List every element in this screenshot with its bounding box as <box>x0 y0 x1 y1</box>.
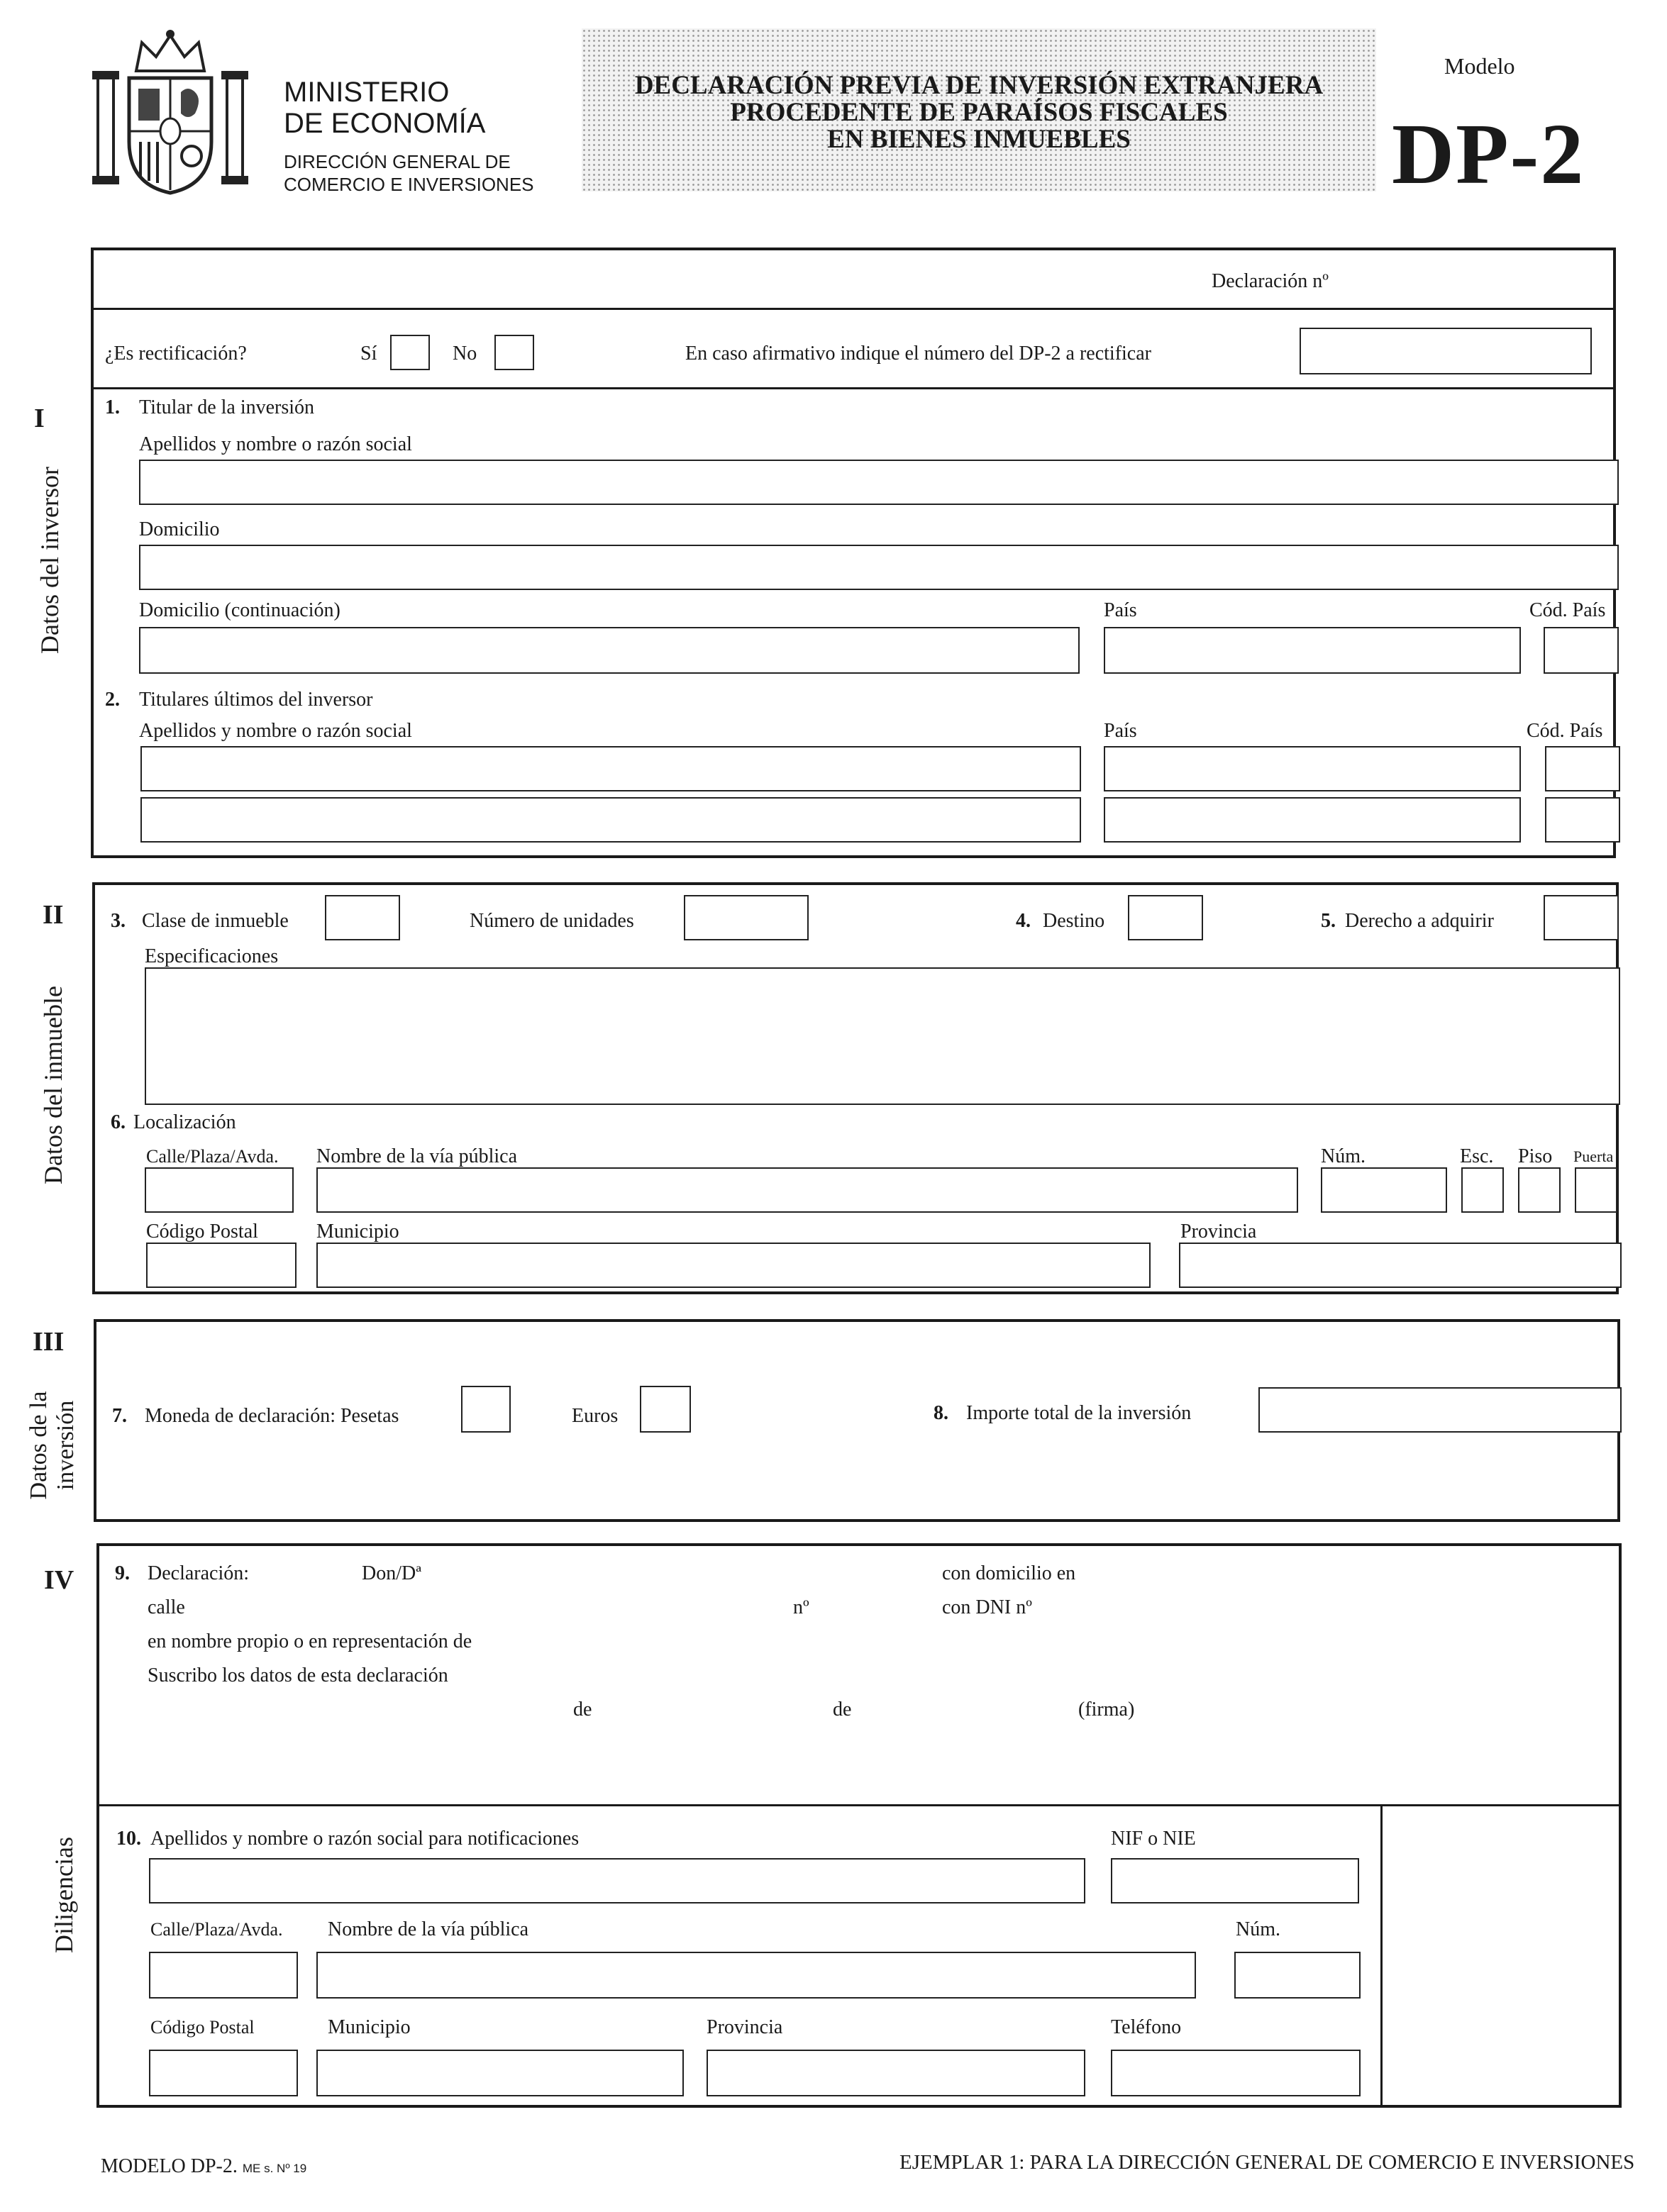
si-label: Sí <box>360 343 377 365</box>
num-label: Núm. <box>1321 1145 1366 1167</box>
field-1-title: Titular de la inversión <box>139 396 315 418</box>
suscribo-label: Suscribo los datos de esta declaración <box>148 1664 448 1686</box>
clase-inmueble-label: Clase de inmueble <box>142 910 289 932</box>
declaracion-no-label: Declaración nº <box>1212 270 1329 292</box>
ministry-line-1: MINISTERIO <box>284 77 450 108</box>
section-3-side-title <box>0 1376 123 1504</box>
domicilio-label: Domicilio <box>139 518 220 540</box>
section-1-roman: I <box>34 404 45 433</box>
no-label: No <box>453 343 477 365</box>
num-10-label: Núm. <box>1236 1918 1280 1940</box>
con-domicilio-label: con domicilio en <box>942 1562 1076 1584</box>
field-2-title: Titulares últimos del inversor <box>139 689 373 711</box>
section-1-side-title: Datos del inversor <box>35 467 64 654</box>
euros-label: Euros <box>572 1405 619 1427</box>
nif-input[interactable] <box>1111 1858 1359 1903</box>
declaracion-label: Declaración: <box>148 1562 250 1584</box>
num-input[interactable] <box>1321 1167 1447 1213</box>
apellidos-label: Apellidos y nombre o razón social <box>139 433 412 455</box>
field-9-number: 9. <box>115 1562 130 1584</box>
department-name <box>284 150 534 196</box>
cp-10-label: Código Postal <box>150 2017 255 2038</box>
de-2-label: de <box>833 1699 852 1721</box>
clase-inmueble-input[interactable] <box>325 895 400 940</box>
department-line-2: COMERCIO E INVERSIONES <box>284 174 534 195</box>
title-line-3: EN BIENES INMUEBLES <box>827 125 1131 154</box>
cod-pais-label: Cód. País <box>1529 599 1606 621</box>
municipio-label: Municipio <box>316 1221 399 1243</box>
divider-declaracion <box>91 308 1616 310</box>
footer-model: MODELO DP-2. <box>101 2155 238 2177</box>
section-4-side-title: Diligencias <box>50 1837 78 1953</box>
apellidos-notif-label: Apellidos y nombre o razón social para notificaciones <box>150 1828 580 1850</box>
coat-of-arms-logo <box>85 28 255 199</box>
provincia-10-label: Provincia <box>707 2016 783 2038</box>
caso-afirmativo-label: En caso afirmativo indique el número del DP-2 a rectificar <box>685 343 1151 365</box>
n-label: nº <box>793 1596 809 1618</box>
provincia-input[interactable] <box>1179 1243 1622 1288</box>
nif-label: NIF o NIE <box>1111 1828 1196 1850</box>
esc-input[interactable] <box>1461 1167 1504 1213</box>
de-1-label: de <box>573 1699 592 1721</box>
dni-label: con DNI nº <box>942 1596 1032 1618</box>
derecho-label: Derecho a adquirir <box>1345 910 1494 932</box>
divider-declaracion-diligencias <box>96 1804 1622 1806</box>
puerta-input[interactable] <box>1575 1167 1617 1213</box>
calle-10-label: Calle/Plaza/Avda. <box>150 1919 283 1940</box>
section-4-frame <box>96 1543 1622 2108</box>
titular-ultimo-1-input[interactable] <box>140 746 1081 791</box>
piso-label: Piso <box>1518 1145 1553 1167</box>
department-line-1: DIRECCIÓN GENERAL DE <box>284 151 511 172</box>
codigo-postal-input[interactable] <box>146 1243 297 1288</box>
divider-diligencias-right <box>1380 1804 1383 2108</box>
field-2-number: 2. <box>105 689 120 711</box>
calle-plaza-label: Calle/Plaza/Avda. <box>146 1146 279 1167</box>
euros-checkbox[interactable] <box>640 1386 691 1433</box>
pesetas-checkbox[interactable] <box>461 1386 511 1433</box>
piso-input[interactable] <box>1518 1167 1561 1213</box>
nombre-via-input[interactable] <box>316 1167 1298 1213</box>
rectificar-number-input[interactable] <box>1300 328 1592 374</box>
pais-label: País <box>1104 599 1137 621</box>
title-line-2: PROCEDENTE DE PARAÍSOS FISCALES <box>730 98 1228 127</box>
nombre-via-10-input[interactable] <box>316 1952 1196 1999</box>
nombre-propio-label: en nombre propio o en representación de <box>148 1630 472 1652</box>
localizacion-label: Localización <box>133 1111 236 1133</box>
titular-ultimo-2-input[interactable] <box>140 797 1081 843</box>
footer-model-small: ME s. Nº 19 <box>242 2162 307 2175</box>
ministry-line-2: DE ECONOMÍA <box>284 108 486 139</box>
rectificacion-question: ¿Es rectificación? <box>105 343 247 365</box>
especificaciones-textarea[interactable] <box>145 967 1620 1105</box>
destino-label: Destino <box>1043 910 1105 932</box>
cod-pais-2-label: Cód. País <box>1527 720 1603 742</box>
provincia-label: Provincia <box>1180 1221 1257 1243</box>
cod-pais-2b-input[interactable] <box>1545 797 1620 843</box>
telefono-label: Teléfono <box>1111 2016 1182 2038</box>
nombre-via-10-label: Nombre de la vía pública <box>328 1918 529 1940</box>
moneda-label: Moneda de declaración: Pesetas <box>145 1405 399 1427</box>
nombre-via-label: Nombre de la vía pública <box>316 1145 518 1167</box>
num-10-input[interactable] <box>1234 1952 1361 1999</box>
domicilio-cont-input[interactable] <box>139 627 1080 674</box>
pais-input[interactable] <box>1104 627 1521 674</box>
pais-2-label: País <box>1104 720 1137 742</box>
municipio-input[interactable] <box>316 1243 1151 1288</box>
cp-10-input[interactable] <box>149 2050 298 2096</box>
modelo-label: Modelo <box>1444 53 1515 79</box>
domicilio-input[interactable] <box>139 545 1619 590</box>
field-1-number: 1. <box>105 396 120 418</box>
pais-2b-input[interactable] <box>1104 797 1521 843</box>
modelo-code: DP-2 <box>1392 106 1585 202</box>
field-7-number: 7. <box>112 1405 127 1427</box>
field-4-number: 4. <box>1016 910 1031 932</box>
apellidos-input[interactable] <box>139 460 1619 505</box>
apellidos-2-label: Apellidos y nombre o razón social <box>139 720 412 742</box>
municipio-10-input[interactable] <box>316 2050 684 2096</box>
form-title <box>582 28 1376 191</box>
numero-unidades-label: Número de unidades <box>470 910 634 932</box>
field-6-number: 6. <box>111 1111 126 1133</box>
esc-label: Esc. <box>1460 1145 1494 1167</box>
divider-rectificacion <box>91 387 1616 389</box>
calle-10-input[interactable] <box>149 1952 298 1999</box>
calle-label: calle <box>148 1596 185 1618</box>
section-4-roman: IV <box>44 1565 74 1595</box>
section-2-side-title: Datos del inmueble <box>39 986 67 1184</box>
field-3-number: 3. <box>111 910 126 932</box>
importe-input[interactable] <box>1258 1387 1622 1433</box>
domicilio-cont-label: Domicilio (continuación) <box>139 599 340 621</box>
ministry-name <box>284 77 485 139</box>
provincia-10-input[interactable] <box>707 2050 1085 2096</box>
don-label: Don/Dª <box>362 1562 421 1584</box>
puerta-label: Puerta <box>1573 1147 1614 1165</box>
field-8-number: 8. <box>934 1402 948 1424</box>
no-checkbox[interactable] <box>494 335 534 370</box>
firma-label: (firma) <box>1078 1699 1135 1721</box>
section-3-roman: III <box>33 1327 65 1357</box>
pais-2a-input[interactable] <box>1104 746 1521 791</box>
title-line-1: DECLARACIÓN PREVIA DE INVERSIÓN EXTRANJERA <box>634 71 1324 100</box>
derecho-input[interactable] <box>1544 895 1619 940</box>
section-3-side-line-2: inversión <box>52 1400 79 1491</box>
especificaciones-label: Especificaciones <box>145 945 279 967</box>
numero-unidades-input[interactable] <box>684 895 809 940</box>
section-2-roman: II <box>43 900 64 930</box>
cod-pais-input[interactable] <box>1544 627 1619 674</box>
calle-plaza-input[interactable] <box>145 1167 294 1213</box>
field-5-number: 5. <box>1321 910 1336 932</box>
destino-input[interactable] <box>1128 895 1203 940</box>
codigo-postal-label: Código Postal <box>146 1221 258 1243</box>
apellidos-notif-input[interactable] <box>149 1858 1085 1903</box>
si-checkbox[interactable] <box>390 335 430 370</box>
field-10-number: 10. <box>116 1828 141 1850</box>
importe-label: Importe total de la inversión <box>966 1402 1192 1424</box>
telefono-input[interactable] <box>1111 2050 1361 2096</box>
footer-left <box>101 2156 306 2179</box>
municipio-10-label: Municipio <box>328 2016 411 2038</box>
cod-pais-2a-input[interactable] <box>1545 746 1620 791</box>
footer-right: EJEMPLAR 1: PARA LA DIRECCIÓN GENERAL DE COMERCIO E INVERSIONES <box>899 2151 1635 2174</box>
section-3-side-line-1: Datos de la <box>26 1391 52 1500</box>
